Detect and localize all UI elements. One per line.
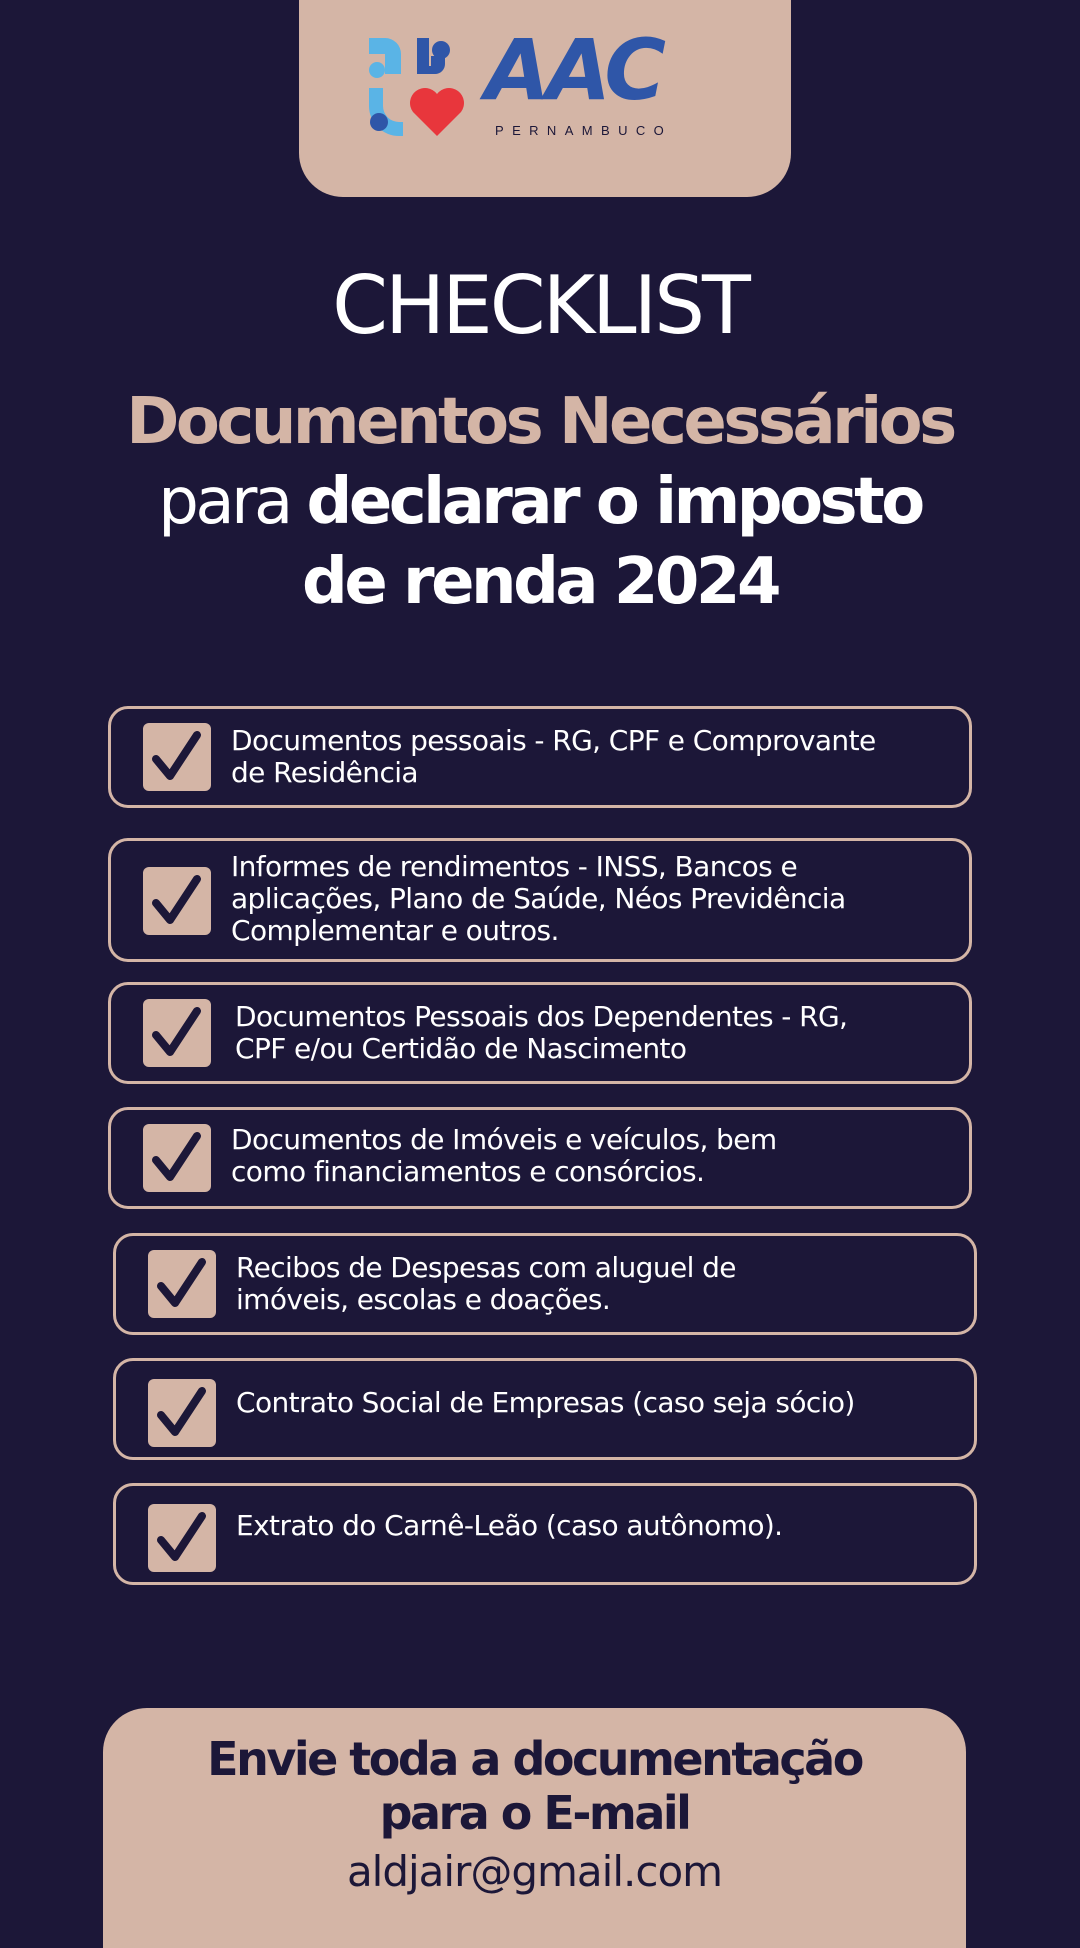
checkbox-checked-icon — [148, 1250, 216, 1318]
checklist-item-text: Informes de rendimentos - INSS, Bancos e aplicações, Plano de Saúde, Néos Previdência Complementar e outros. — [231, 850, 846, 947]
checkbox-checked-icon — [148, 1504, 216, 1572]
checklist-item — [108, 706, 972, 808]
subtitle-light: para — [158, 465, 290, 539]
page-subtitle — [40, 382, 1040, 622]
logo-wordmark: AAC — [485, 21, 663, 119]
checklist-item-text: Documentos de Imóveis e veículos, bem como financiamentos e consórcios. — [231, 1123, 777, 1188]
checklist-item — [113, 1483, 977, 1585]
aac-logo-mark-icon — [367, 36, 477, 138]
checkbox-checked-icon — [148, 1379, 216, 1447]
checklist-item-text: Documentos Pessoais dos Dependentes - RG, CPF e/ou Certidão de Nascimento — [235, 1000, 848, 1065]
checkbox-checked-icon — [143, 723, 211, 791]
checkbox-checked-icon — [143, 1124, 211, 1192]
checklist-item — [108, 982, 972, 1084]
footer-title: Envie toda a documentação para o E-mail — [207, 1732, 862, 1840]
logo-card — [299, 0, 791, 197]
checklist-item — [108, 838, 972, 962]
checklist-item — [113, 1233, 977, 1335]
checklist-item-text: Extrato do Carnê-Leão (caso autônomo). — [236, 1509, 783, 1542]
page-title: CHECKLIST — [332, 259, 748, 352]
checkbox-checked-icon — [143, 999, 211, 1067]
subtitle-highlight: Documentos Necessários — [126, 385, 954, 459]
checklist-item — [113, 1358, 977, 1460]
footer-card — [103, 1708, 966, 1948]
checklist-item — [108, 1107, 972, 1209]
subtitle-bold-2: de renda 2024 — [302, 545, 778, 619]
checklist-item-text: Recibos de Despesas com aluguel de imóveis, escolas e doações. — [236, 1251, 736, 1316]
logo-subtitle: PERNAMBUCO — [495, 123, 673, 138]
footer-email: aldjair@gmail.com — [346, 1847, 723, 1896]
checklist-item-text: Documentos pessoais - RG, CPF e Comprovante de Residência — [231, 724, 876, 789]
subtitle-bold-1: declarar o imposto — [306, 465, 922, 539]
checkbox-checked-icon — [143, 867, 211, 935]
checklist-item-text: Contrato Social de Empresas (caso seja sócio) — [236, 1386, 855, 1419]
